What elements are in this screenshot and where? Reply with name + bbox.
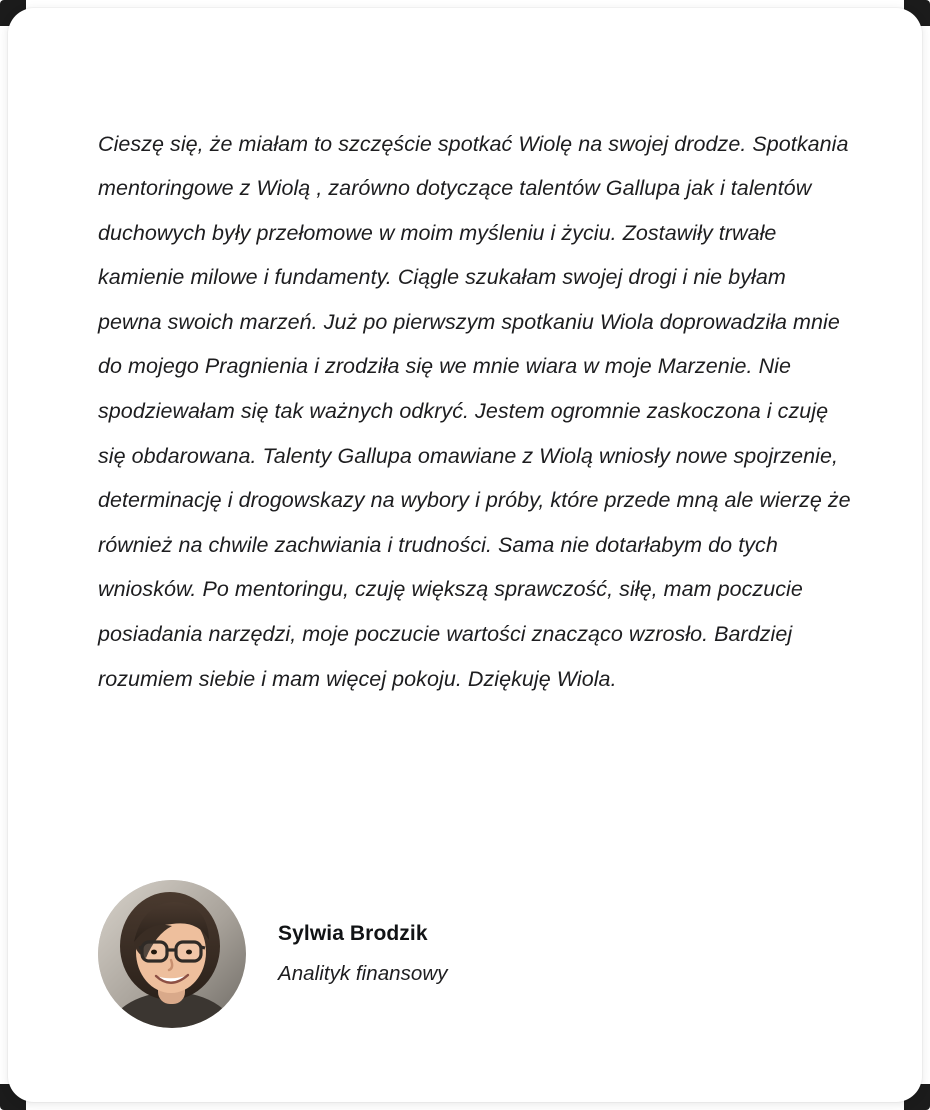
testimonial-quote-text: Cieszę się, że miałam to szczęście spotkać Wiolę na swojej drodze. Spotkania mentoringowe z Wiolą , zarówno dotyczące talentów Gallupa jak i talentów duchowych były przełomowe w moim myśleniu i życiu. Zostawiły trwałe kamienie milowe i fundamenty. Ciągle szukałam swojej drogi i nie byłam pewna swoich marzeń. Już po pierwszym spotkaniu Wiola doprowadziła mnie do mojego Pragnienia i zrodziła się we mnie wiara w moje Marzenie. Nie spodziewałam się tak ważnych odkryć. Jestem ogromnie zaskoczona i czuję się obdarowana. Talenty Gallupa omawiane z Wiolą wniosły nowe spojrzenie, determinację i drogowskazy na wybory i próby, które przede mną ale wierzę że również na chwile zachwiania i trudności. Sama nie dotarłabym do tych wniosków. Po mentoringu, czuję większą sprawczość, siłę, mam poczucie posiadania narzędzi, moje poczucie wartości znacząco wzrosło. Bardziej rozumiem siebie i mam więcej pokoju. Dziękuję Wiola. [98, 131, 857, 691]
testimonial-card [8, 8, 922, 1102]
testimonial-author [98, 880, 448, 1028]
author-details [278, 922, 448, 986]
author-role: Analityk finansowy [278, 962, 448, 985]
author-name: Sylwia Brodzik [278, 922, 428, 945]
avatar-photo-icon [98, 880, 246, 1028]
avatar [98, 880, 246, 1028]
